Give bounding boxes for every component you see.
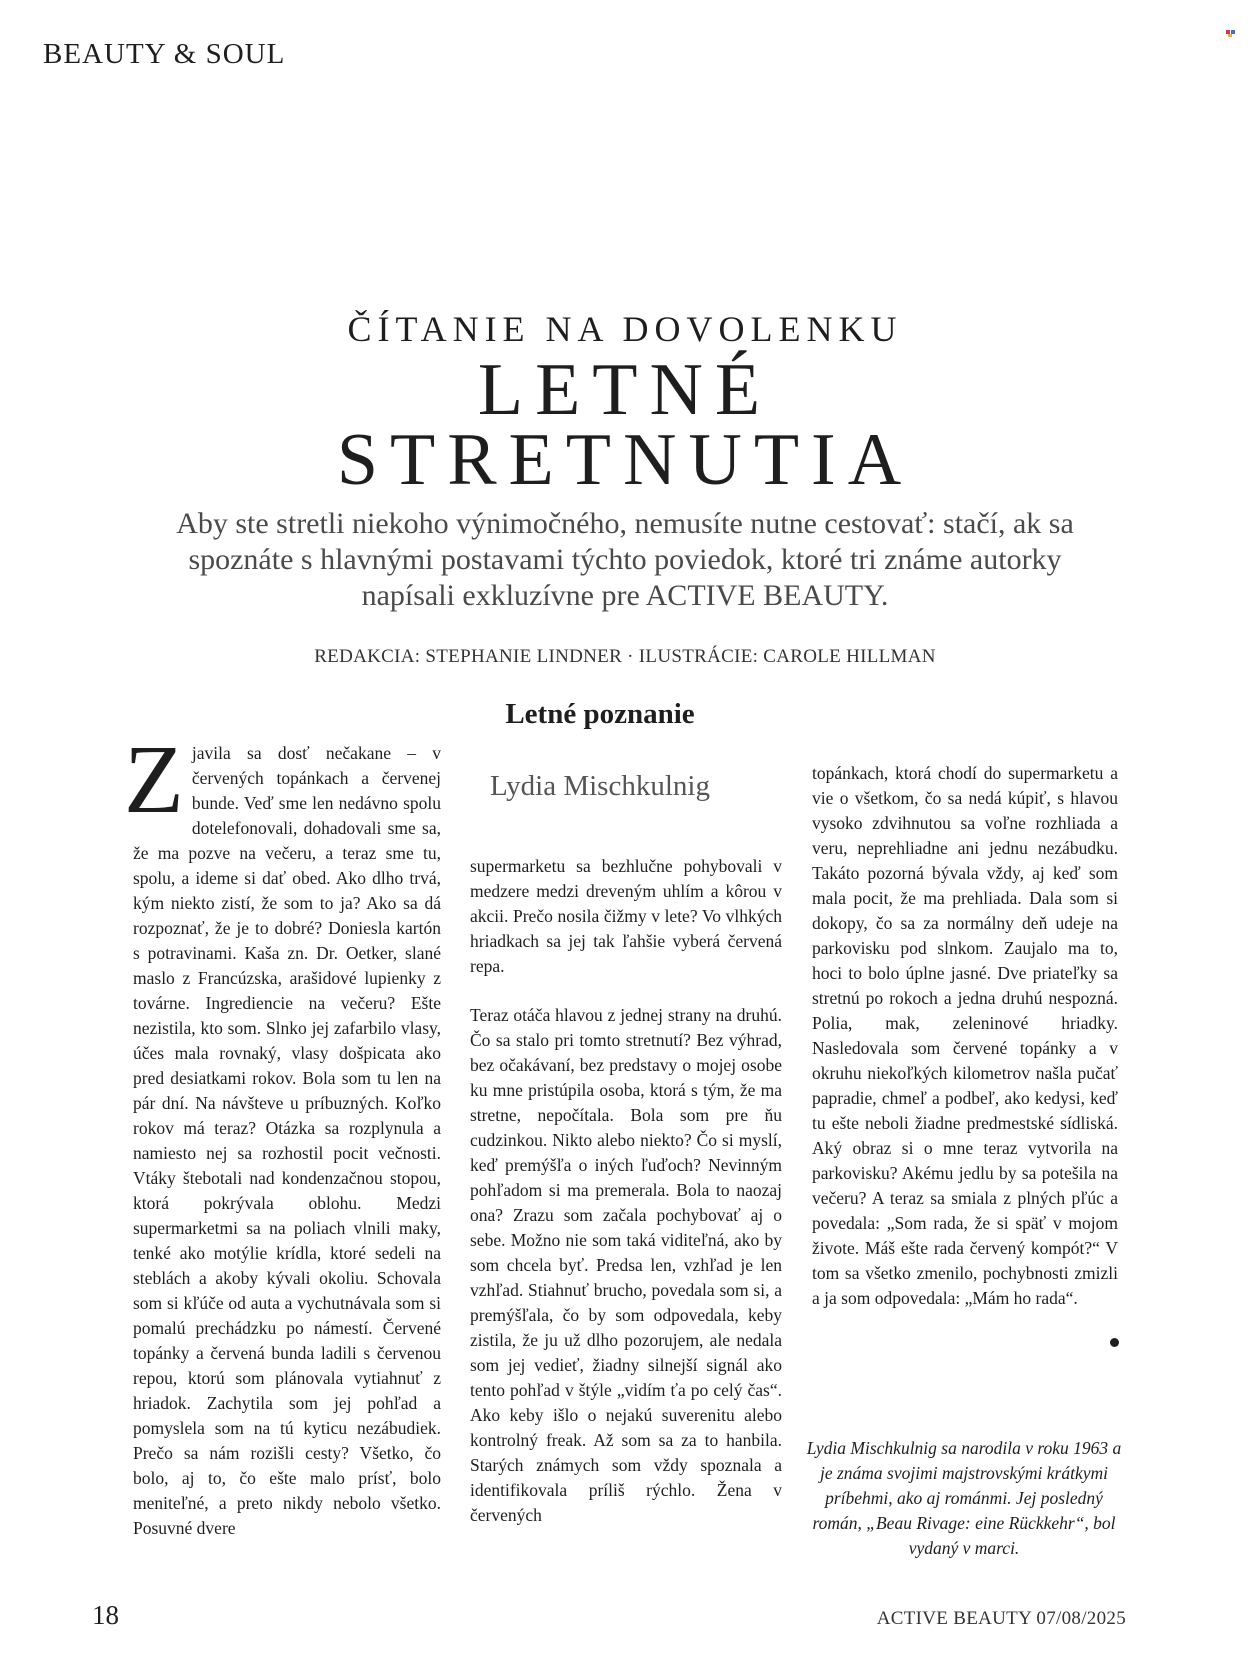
article-credits: REDAKCIA: STEPHANIE LINDNER · ILUSTRÁCIE: CAROLE HILLMAN bbox=[314, 646, 936, 667]
author-bio: Lydia Mischkulnig sa narodila v roku 1963 a je známa svojimi majstrovskými krátkymi príbehmi, ako aj románmi. Jej posledný román, „Beau Rivage: eine Rückkehr“, bol vydaný v marci. bbox=[806, 1438, 1122, 1558]
article-kicker: ČÍTANIE NA DOVOLENKU bbox=[347, 309, 903, 349]
section-label: BEAUTY & SOUL bbox=[43, 38, 286, 70]
article-title-line-2: STRETNUTIA bbox=[336, 419, 914, 501]
article-lead: Aby ste stretli niekoho výnimočného, nemusíte nutne cestovať: stačí, ak sa spoznáte s hlavnými postavami týchto poviedok, ktoré tri známe autorky napísali exkluzívne pre ACTIVE BEAUTY. bbox=[176, 507, 1074, 612]
story-paragraph-3: Teraz otáča hlavou z jednej strany na druhú. Čo sa stalo pri tomto stretnutí? Bez výhrad, bez očakávaní, bez predstavy o mojej osobe ku mne pristúpila osoba, ktorá s tým, že ma stretne, nepočítala. Bola som pre ňu cudzinkou. Nikto alebo niekto? Čo si myslí, keď premýšľa o iných ľuďoch? Nevinným pohľadom si ma premerala. Bola to naozaj ona? Zrazu som začala pochybovať aj o sebe. Možno nie som taká viditeľná, ako by som chcela byť. Predsa len, vzhľad je len vzhľad. Stiahnuť brucho, povedala som si, a premýšľala, čo by som odpovedala, keby zistila, že ju už dlho pozorujem, ale nedala som jej vedieť, žiadny silnejší signál ako tento pohľad v štýle „vidím ťa po celý čas“. Ako keby išlo o nejakú suverenitu alebo kontrolný freak. Až som sa za to hanbila. Starých známych som vždy spoznala a identifikovala príliš rýchlo. Žena v červených bbox=[470, 1005, 782, 1525]
end-of-story-bullet-icon bbox=[1110, 1338, 1119, 1347]
story-paragraph-2: supermarketu sa bezhlučne pohybovali v medzere medzi dreveným uhlím a kôrou v akcii. Prečo nosila čižmy v lete? Vo vlhkých hriadkach sa jej tak ľahšie vyberá červená repa. bbox=[470, 856, 782, 976]
story-author: Lydia Mischkulnig bbox=[490, 770, 710, 802]
article-title-line-1: LETNÉ bbox=[477, 349, 773, 431]
article-title bbox=[0, 349, 1250, 501]
story-title: Letné poznanie bbox=[505, 698, 695, 730]
registration-mark-icon bbox=[1226, 30, 1236, 38]
magazine-issue: ACTIVE BEAUTY 07/08/2025 bbox=[876, 1608, 1126, 1629]
story-paragraph-4: topánkach, ktorá chodí do supermarketu a vie o všetkom, čo sa nedá kúpiť, s hlavou vysoko zdvihnutou sa voľne rozhliada a veru, neprehliadne ani jednu nezábudku. Takáto pozorná bývala vždy, aj keď som mala pocit, že ma prehliada. Dala som si dokopy, čo sa za normálny deň udeje na parkovisku pod slnkom. Zaujalo ma to, hoci to bolo úplne jasné. Dve priateľky sa stretnú po rokoch a jedna druhú nespozná. Polia, mak, zeleninové hriadky. Nasledovala som červené topánky a v okruhu niekoľkých kilometrov našla pučať papradie, chmeľ a podbeľ, ako kedysi, keď tu ešte neboli žiadne predmestské sídliská. Aký obraz si o mne teraz vytvorila na parkovisku? Akému jedlu by sa potešila na večeru? A teraz sa smiala z plných pľúc a povedala: „Som rada, že si späť v mojom živote. Máš ešte rada červený kompót?“ V tom sa všetko zmenilo, pochybnosti zmizli a ja som odpovedala: „Mám ho rada“. bbox=[812, 763, 1118, 1308]
text-column-1 bbox=[124, 726, 441, 1541]
page-number: 18 bbox=[92, 1600, 119, 1630]
drop-cap: Z bbox=[124, 726, 184, 834]
story-paragraph-1: javila sa dosť nečakane – v červených topánkach a červenej bunde. Veď sme len nedávno spolu dotelefonovali, dohadovali sme sa, že ma pozve na večeru, a teraz sme tu, spolu, a ideme si dať obed. Ako dlho trvá, kým niekto zistí, že som to ja? Ako sa dá rozpoznať, že je to dobré? Doniesla kartón s potravinami. Kaša zn. Dr. Oetker, slané maslo z Francúzska, arašidové lupienky z továrne. Ingrediencie na večeru? Ešte nezistila, kto som. Slnko jej zafarbilo vlasy, účes mala rovnaký, vlasy došpicata ako pred desiatkami rokov. Bola som tu len na pár dní. Na návšteve u príbuzných. Koľko rokov má teraz? Otázka sa rozplynula a namiesto nej sa rozhostil pocit večnosti. Vtáky štebotali nad kondenzačnou stopou, ktorá pokrývala oblohu. Medzi supermarketmi sa na poliach vlnili maky, tenké ako motýlie krídla, ktoré sedeli na steblách a akoby kývali okoliu. Schovala som si kľúče od auta a vychutnávala som si pomalú prechádzku po námestí. Červené topánky a červená bunda ladili s červenou repou, ktorú som plánovala vytiahnuť z hriadok. Zachytila som jej pohľad a pomyslela som na tú kyticu nezábudiek. Prečo sa nám rozišli cesty? Všetko, čo bolo, aj to, čo ešte malo prísť, bolo meniteľné, a preto nikdy nebolo všetko. Posuvné dvere bbox=[133, 743, 441, 1538]
